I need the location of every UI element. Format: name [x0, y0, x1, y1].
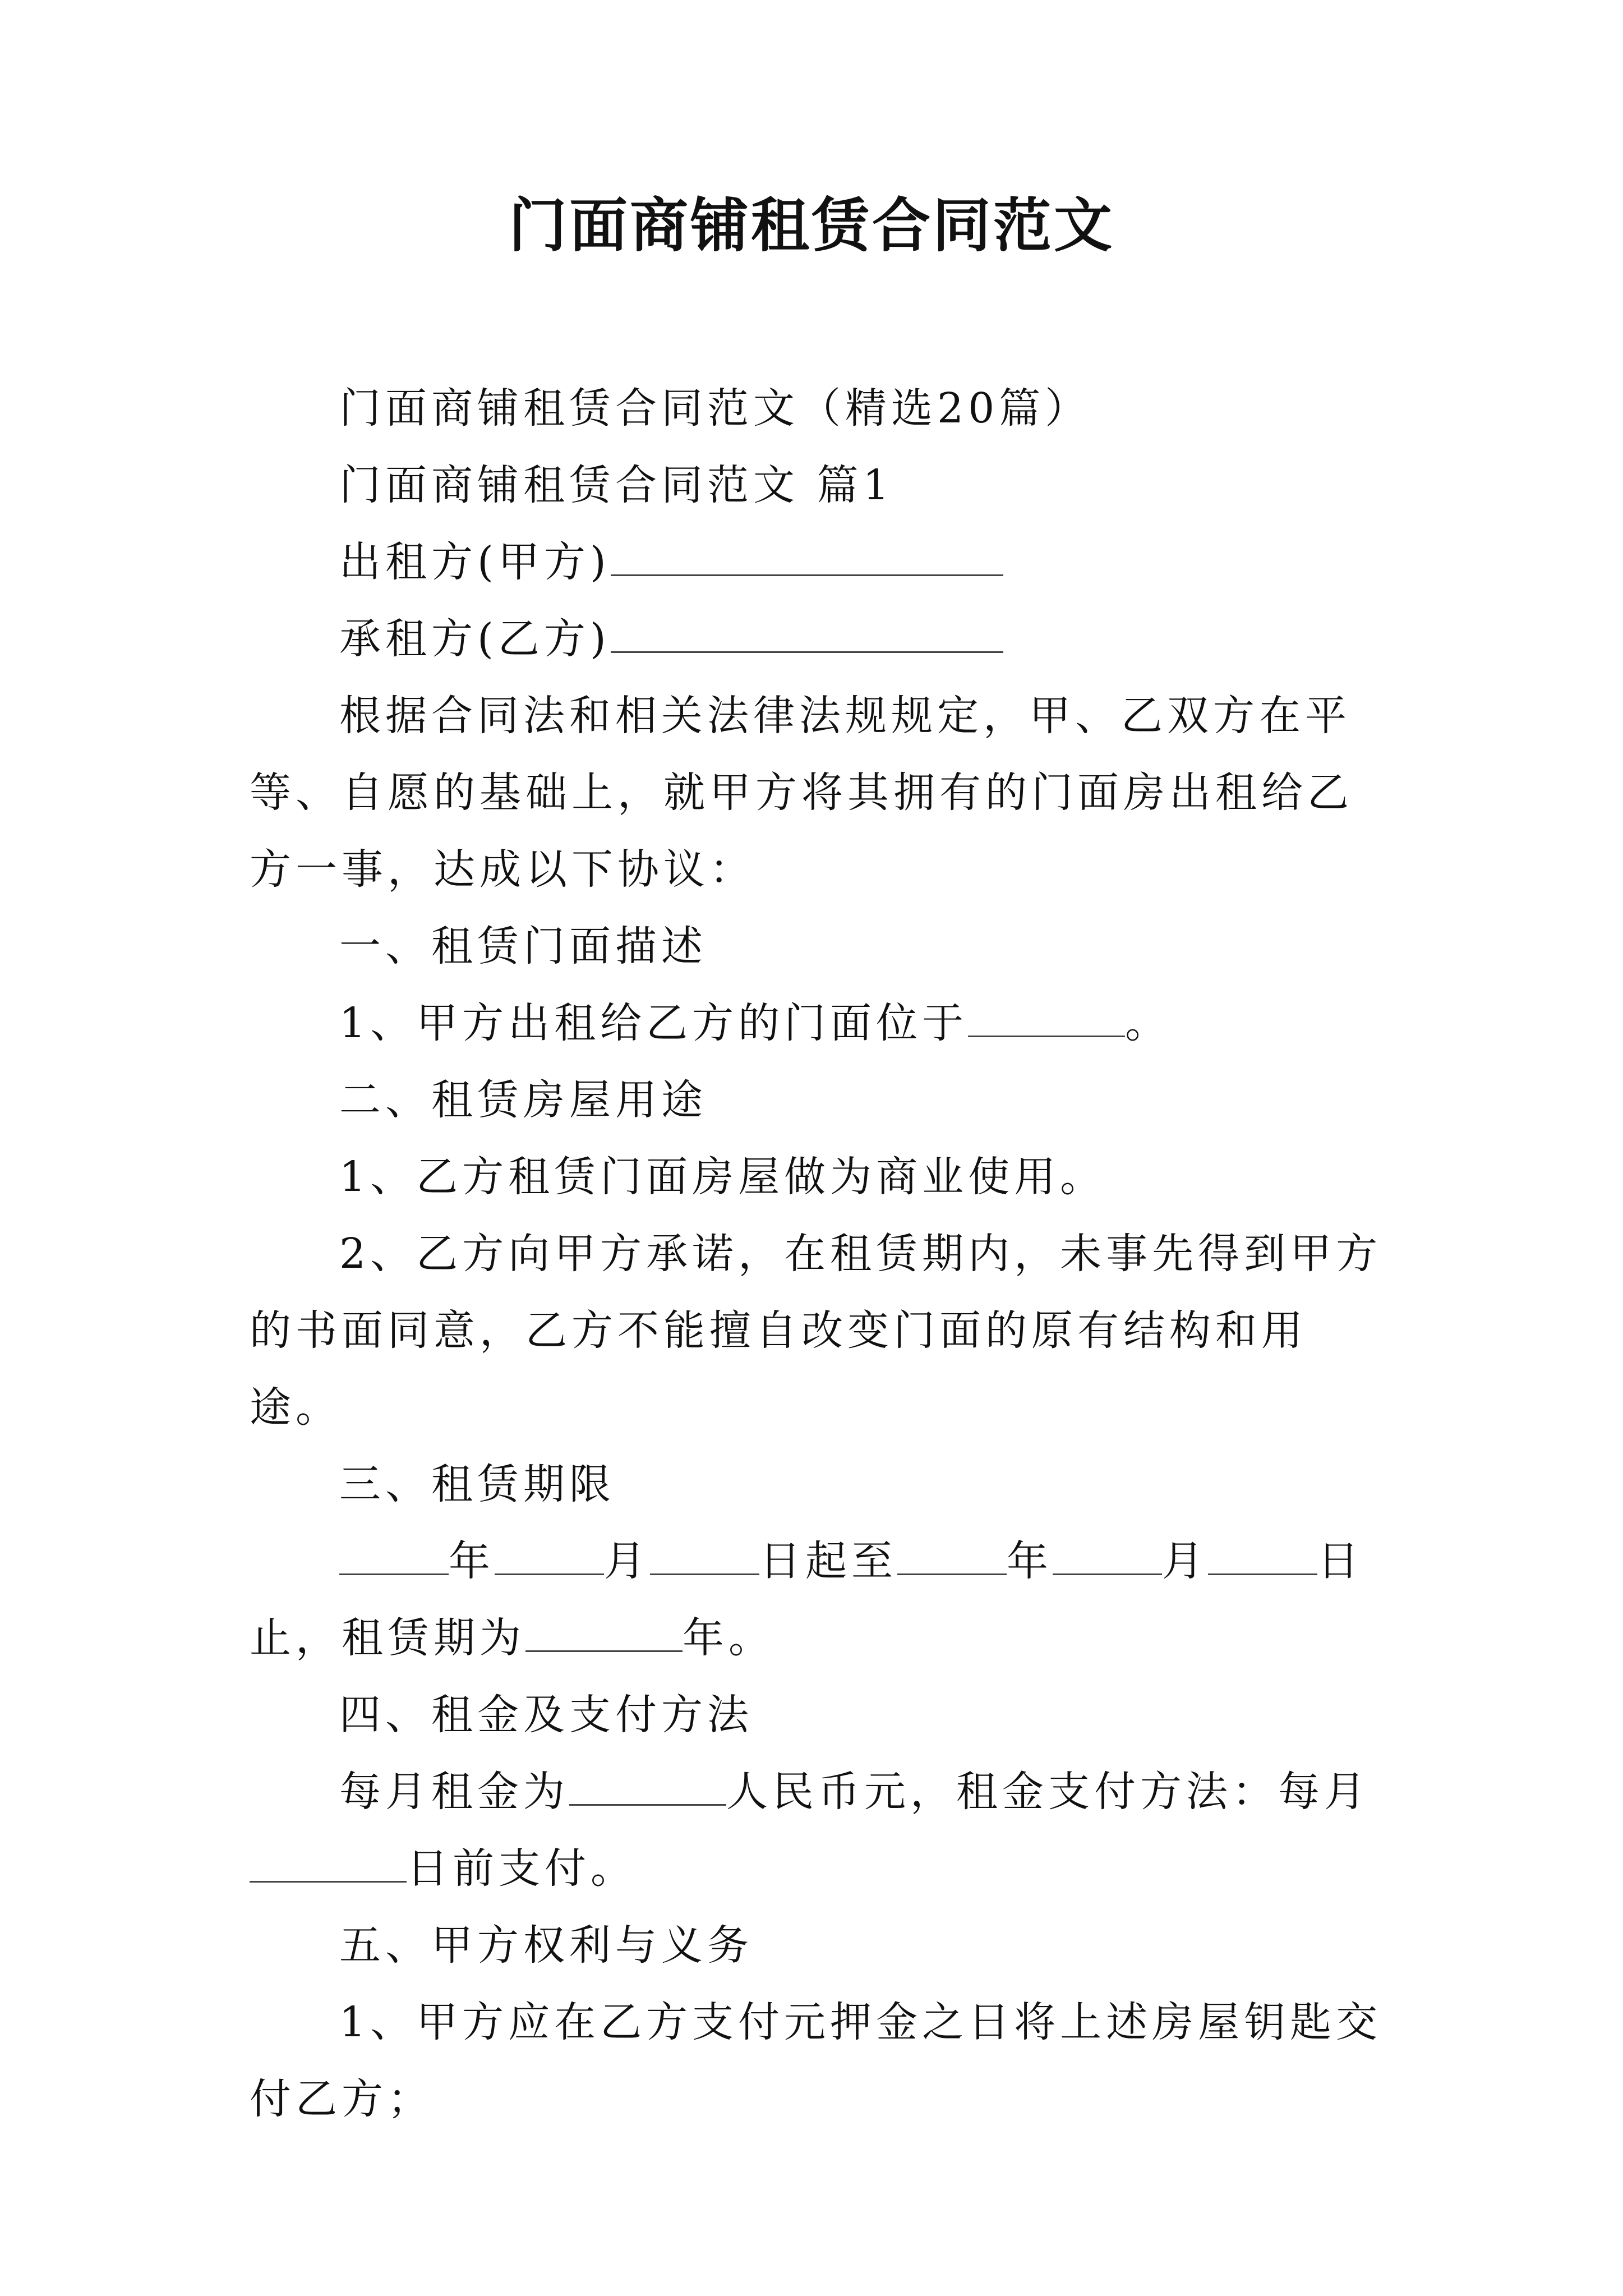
piece-heading: 门面商铺租赁合同范文 篇1	[339, 461, 894, 509]
section-1-item-1	[250, 985, 1382, 1062]
start-day-blank	[650, 1540, 759, 1575]
rent-label: 每月租金为	[339, 1768, 569, 1816]
end-day-blank	[1208, 1540, 1317, 1575]
start-year-label: 年	[449, 1537, 495, 1585]
rent-line	[250, 1754, 1382, 1907]
term-period-label: 租赁期为	[342, 1614, 525, 1662]
start-year-blank	[339, 1540, 449, 1575]
location-end: 。	[1125, 999, 1172, 1047]
rent-amount-blank	[569, 1770, 726, 1806]
section-2-item-1: 1、乙方租赁门面房屋做为商业使用。	[339, 1153, 1106, 1201]
end-year-label: 年	[1007, 1537, 1053, 1585]
lessee-blank	[611, 618, 1003, 653]
start-month-label: 月	[604, 1537, 650, 1585]
location-blank	[968, 1002, 1125, 1037]
term-dates-line	[250, 1523, 1382, 1677]
lessee-line	[250, 601, 1382, 678]
lessor-blank	[611, 541, 1003, 576]
term-period-blank	[525, 1617, 683, 1652]
rent-payment-label: 人民币元，租金支付方法：每月	[726, 1768, 1370, 1816]
end-month-label: 月	[1162, 1537, 1208, 1585]
intro-paragraph: 根据合同法和相关法律法规规定，甲、乙双方在平等、自愿的基础上，就甲方将其拥有的门面房出租给乙方一事，达成以下协议：	[250, 692, 1353, 894]
start-day-label: 日起至	[759, 1537, 897, 1585]
lessor-label: 出租方(甲方)	[339, 538, 611, 586]
lessor-line	[250, 524, 1382, 601]
lessee-label: 承租方(乙方)	[339, 615, 611, 663]
section-2-item-2: 2、乙方向甲方承诺，在租赁期内，未事先得到甲方的书面同意，乙方不能擅自改变门面的原有结构和用途。	[250, 1230, 1382, 1432]
location-label: 1、甲方出租给乙方的门面位于	[339, 999, 969, 1047]
section-5-heading: 五、甲方权利与义务	[339, 1921, 753, 1970]
section-3-heading: 三、租赁期限	[339, 1460, 615, 1508]
section-4-heading: 四、租金及支付方法	[339, 1691, 753, 1739]
start-month-blank	[495, 1540, 604, 1575]
term-period-unit: 年。	[683, 1614, 774, 1662]
end-month-blank	[1053, 1540, 1162, 1575]
document-title: 门面商铺租赁合同范文	[508, 191, 1114, 260]
section-2-heading: 二、租赁房屋用途	[339, 1076, 707, 1124]
section-1-heading: 一、租赁门面描述	[339, 922, 707, 970]
document-body	[250, 370, 1382, 2138]
section-5-item-1: 1、甲方应在乙方支付元押金之日将上述房屋钥匙交付乙方；	[250, 1998, 1382, 2123]
end-year-blank	[897, 1540, 1007, 1575]
rent-due-label: 日前支付。	[407, 1844, 637, 1893]
end-day-label: 日止，	[250, 1537, 1363, 1662]
subtitle-line: 门面商铺租赁合同范文（精选20篇）	[339, 384, 1091, 432]
rent-day-blank	[250, 1847, 407, 1883]
